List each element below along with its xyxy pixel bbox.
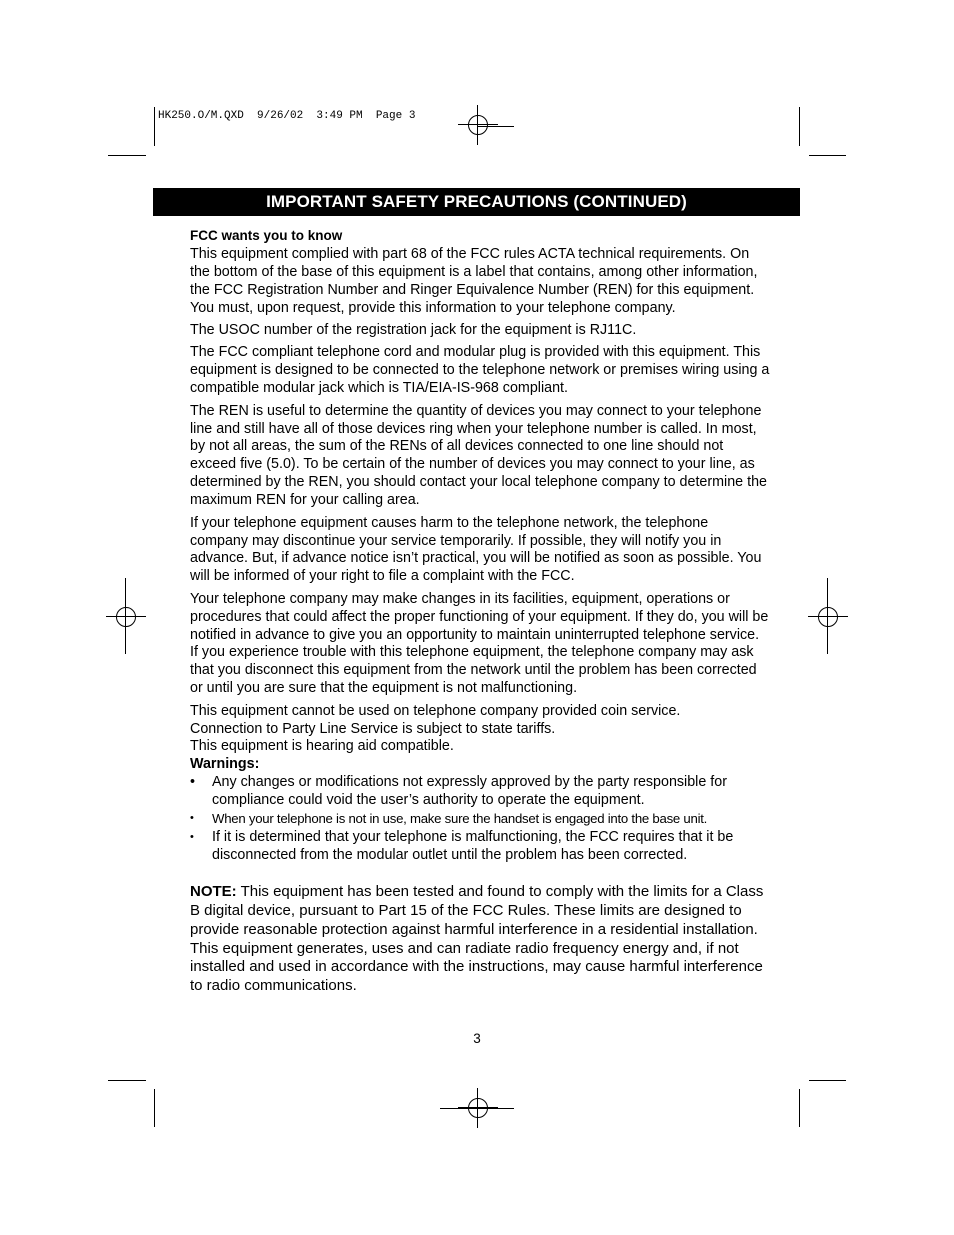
list-item — [190, 810, 770, 829]
page-number: 3 — [473, 1031, 481, 1046]
registration-mark-left — [106, 597, 146, 637]
note-paragraph — [190, 883, 770, 996]
registration-mark-top — [458, 105, 498, 145]
paragraph-harm: If your telephone equipment causes harm to the telephone network, the telephone company may discontinue your service temporarily. If possible, they will notify you in advance. But, if advance notice isn’t practical, you will be notified as soon as possible. You will be informed of your right to file a complaint with the FCC. — [190, 514, 762, 585]
registration-line-top — [478, 126, 514, 127]
crop-mark-top-left-vertical — [154, 107, 155, 146]
paragraph-changes: Your telephone company may make changes in its facilities, equipment, operations or procedures that could affect the proper functioning of your equipment. If they do, you will be notified in advance to give you an opportunity to maintain uninterrupted telephone service. If you experience trouble with this telephone equipment, the telephone company may ask that you disconnect this equipment from the network until the problem has been corrected or until you are sure that the equipment is not malfunctioning. — [190, 590, 769, 697]
paragraph-cord: The FCC compliant telephone cord and modular plug is provided with this equipment. This equipment is designed to be connected to the telephone network or premises wiring using a compatible modular jack which is TIA/EIA-IS-968 compliant. — [190, 344, 770, 397]
hearing-aid-line: This equipment is hearing aid compatible. — [190, 738, 454, 755]
bullet-icon: • — [190, 774, 196, 791]
crop-mark-top-right-horizontal — [809, 155, 846, 156]
crop-mark-bottom-left-horizontal — [108, 1080, 146, 1081]
section-title-bar — [153, 188, 800, 216]
paragraph-usoc: The USOC number of the registration jack for the equipment is RJ11C. — [190, 322, 637, 339]
crop-mark-bottom-right-vertical — [799, 1089, 800, 1127]
section-title: IMPORTANT SAFETY PRECAUTIONS (CONTINUED) — [266, 192, 687, 211]
note-text: This equipment has been tested and found to comply with the limits for a Class B digital device, pursuant to Part 15 of the FCC Rules. These limits are designed to provide reasonable protection against harmful interference in a residential installation. This equipment generates, uses and can radiate radio frequency energy and, if not installed and used in accordance with the instructions, may cause harmful interference to radio communications. — [190, 882, 764, 995]
fcc-content — [190, 227, 770, 1001]
bullet-icon: • — [190, 812, 194, 825]
warning-text: When your telephone is not in use, make sure the handset is engaged into the base unit. — [212, 811, 708, 827]
printer-slug: HK250.O/M.QXD 9/26/02 3:49 PM Page 3 — [158, 110, 416, 122]
bullet-icon: • — [190, 831, 194, 843]
paragraph-ren: The REN is useful to determine the quantity of devices you may connect to your telephone line and still have all of those devices ring when your telephone number is called. In most, by not all areas, the sum of the RENs of all devices connected to one line should not exceed five (5.0). To be certain of the number of devices you may connect to your line, as determined by the REN, you should contact your local telephone company to determine the maximum REN for your calling area. — [190, 402, 767, 509]
coin-service-line: This equipment cannot be used on telephone company provided coin service. — [190, 702, 681, 719]
note-label: NOTE: — [190, 882, 237, 900]
crop-mark-top-left-horizontal — [108, 155, 146, 156]
registration-line-right — [827, 578, 828, 654]
registration-line-left — [125, 578, 126, 654]
warnings-list — [190, 774, 770, 865]
registration-line-bottom — [440, 1108, 514, 1109]
crop-mark-top-right-vertical — [799, 107, 800, 146]
warning-text: If it is determined that your telephone is malfunctioning, the FCC requires that it be disconnected from the modular outlet until the problem has been corrected. — [212, 829, 734, 863]
party-line-line: Connection to Party Line Service is subject to state tariffs. — [190, 720, 556, 737]
list-item — [190, 829, 770, 865]
crop-mark-bottom-left-vertical — [154, 1089, 155, 1127]
warning-text: Any changes or modifications not expressly approved by the party responsible for compliance could void the user’s authority to operate the equipment. — [212, 774, 727, 809]
paragraph-part68: This equipment complied with part 68 of the FCC rules ACTA technical requirements. On the bottom of the base of this equipment is a label that contains, among other information, the FCC Registration Number and Ringer Equivalence Number (REN) for this equipment. You must, upon request, provide this information to your telephone company. — [190, 245, 758, 316]
warnings-label: Warnings: — [190, 756, 260, 773]
fcc-heading: FCC wants you to know — [190, 228, 343, 243]
registration-mark-right — [808, 597, 848, 637]
crop-mark-bottom-right-horizontal — [809, 1080, 846, 1081]
list-item — [190, 774, 770, 810]
